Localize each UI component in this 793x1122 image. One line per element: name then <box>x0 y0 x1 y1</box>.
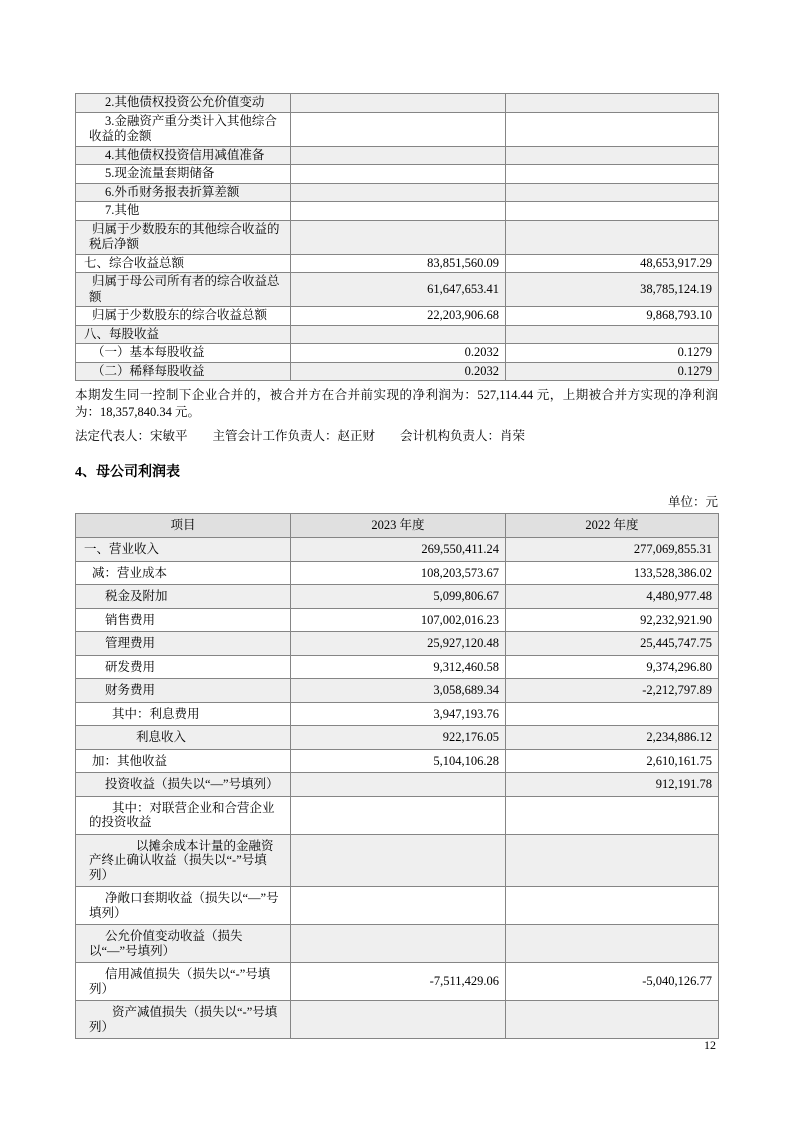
row-label: 研发费用 <box>76 655 291 679</box>
value-2022: -5,040,126.77 <box>506 963 719 1001</box>
merger-note: 本期发生同一控制下企业合并的，被合并方在合并前实现的净利润为：527,114.44 元，上期被合并方实现的净利润为：18,357,840.34 元。 <box>75 388 718 419</box>
table-row <box>76 538 719 562</box>
table-row <box>76 307 719 326</box>
value-2023: 83,851,560.09 <box>291 254 506 273</box>
row-label: （二）稀释每股收益 <box>76 362 291 381</box>
value-2023 <box>291 925 506 963</box>
value-2023: 5,099,806.67 <box>291 585 506 609</box>
signature-line: 法定代表人：宋敏平 主管会计工作负责人：赵正财 会计机构负责人：肖荣 <box>75 429 526 443</box>
value-2022: 912,191.78 <box>506 773 719 797</box>
row-label: 利息收入 <box>76 726 291 750</box>
value-2022: 9,868,793.10 <box>506 307 719 326</box>
value-2022 <box>506 834 719 887</box>
value-2022: 92,232,921.90 <box>506 608 719 632</box>
value-2023: 0.2032 <box>291 344 506 363</box>
table-row <box>76 608 719 632</box>
value-2023: 108,203,573.67 <box>291 561 506 585</box>
table-row <box>76 202 719 221</box>
value-2023: 922,176.05 <box>291 726 506 750</box>
table-row <box>76 887 719 925</box>
value-2023: 107,002,016.23 <box>291 608 506 632</box>
value-2022: 4,480,977.48 <box>506 585 719 609</box>
table-row <box>76 254 719 273</box>
table-row <box>76 325 719 344</box>
value-2022 <box>506 112 719 146</box>
table-row <box>76 344 719 363</box>
section-title: 4、母公司利润表 <box>75 465 180 480</box>
value-2022 <box>506 94 719 113</box>
value-2023 <box>291 887 506 925</box>
row-label: 7.其他 <box>76 202 291 221</box>
header-item: 项目 <box>76 514 291 538</box>
row-label: 3.金融资产重分类计入其他综合收益的金额 <box>76 112 291 146</box>
value-2022 <box>506 887 719 925</box>
value-2023 <box>291 165 506 184</box>
value-2022: 9,374,296.80 <box>506 655 719 679</box>
table-row <box>76 726 719 750</box>
row-label: （一）基本每股收益 <box>76 344 291 363</box>
row-label: 管理费用 <box>76 632 291 656</box>
page-content <box>75 93 718 1039</box>
value-2022: -2,212,797.89 <box>506 679 719 703</box>
value-2023 <box>291 1001 506 1039</box>
value-2023: 3,058,689.34 <box>291 679 506 703</box>
row-label: 减：营业成本 <box>76 561 291 585</box>
table-row <box>76 679 719 703</box>
table-row <box>76 963 719 1001</box>
table-row <box>76 112 719 146</box>
value-2023: 25,927,120.48 <box>291 632 506 656</box>
table-row <box>76 702 719 726</box>
row-label: 归属于少数股东的其他综合收益的税后净额 <box>76 220 291 254</box>
value-2023: 61,647,653.41 <box>291 273 506 307</box>
value-2022: 0.1279 <box>506 362 719 381</box>
value-2023: -7,511,429.06 <box>291 963 506 1001</box>
table-row <box>76 220 719 254</box>
row-label: 八、每股收益 <box>76 325 291 344</box>
value-2023: 0.2032 <box>291 362 506 381</box>
value-2023 <box>291 94 506 113</box>
value-2022: 38,785,124.19 <box>506 273 719 307</box>
row-label: 财务费用 <box>76 679 291 703</box>
table-row <box>76 834 719 887</box>
parent-company-income-table <box>75 513 719 1039</box>
value-2023: 269,550,411.24 <box>291 538 506 562</box>
value-2023: 9,312,460.58 <box>291 655 506 679</box>
value-2023: 22,203,906.68 <box>291 307 506 326</box>
table-row <box>76 362 719 381</box>
value-2022 <box>506 220 719 254</box>
value-2022: 0.1279 <box>506 344 719 363</box>
value-2022: 133,528,386.02 <box>506 561 719 585</box>
table-row <box>76 585 719 609</box>
value-2023 <box>291 834 506 887</box>
value-2022 <box>506 183 719 202</box>
value-2023 <box>291 325 506 344</box>
value-2022 <box>506 165 719 184</box>
row-label: 净敞口套期收益（损失以“—”号填列） <box>76 887 291 925</box>
value-2023 <box>291 796 506 834</box>
table-row <box>76 146 719 165</box>
value-2023 <box>291 146 506 165</box>
unit-label: 单位：元 <box>667 495 718 509</box>
row-label: 4.其他债权投资信用减值准备 <box>76 146 291 165</box>
row-label: 其中：利息费用 <box>76 702 291 726</box>
row-label: 归属于少数股东的综合收益总额 <box>76 307 291 326</box>
value-2022 <box>506 202 719 221</box>
table-row <box>76 273 719 307</box>
row-label: 公允价值变动收益（损失以“—”号填列） <box>76 925 291 963</box>
row-label: 其中：对联营企业和合营企业的投资收益 <box>76 796 291 834</box>
table-row <box>76 796 719 834</box>
header-2022: 2022 年度 <box>506 514 719 538</box>
value-2022 <box>506 1001 719 1039</box>
value-2022: 2,234,886.12 <box>506 726 719 750</box>
value-2022: 2,610,161.75 <box>506 749 719 773</box>
row-label: 信用减值损失（损失以“-”号填列） <box>76 963 291 1001</box>
value-2022 <box>506 702 719 726</box>
value-2022: 48,653,917.29 <box>506 254 719 273</box>
value-2022 <box>506 146 719 165</box>
table-row <box>76 632 719 656</box>
row-label: 归属于母公司所有者的综合收益总额 <box>76 273 291 307</box>
row-label: 一、营业收入 <box>76 538 291 562</box>
page-number: 12 <box>704 1038 716 1052</box>
table-row <box>76 183 719 202</box>
table-header-row <box>76 514 719 538</box>
value-2022: 25,445,747.75 <box>506 632 719 656</box>
header-2023: 2023 年度 <box>291 514 506 538</box>
row-label: 投资收益（损失以“—”号填列） <box>76 773 291 797</box>
table-row <box>76 561 719 585</box>
value-2022 <box>506 796 719 834</box>
value-2022: 277,069,855.31 <box>506 538 719 562</box>
row-label: 税金及附加 <box>76 585 291 609</box>
comprehensive-income-table <box>75 93 719 381</box>
row-label: 2.其他债权投资公允价值变动 <box>76 94 291 113</box>
row-label: 销售费用 <box>76 608 291 632</box>
row-label: 资产减值损失（损失以“-”号填列） <box>76 1001 291 1039</box>
table-row <box>76 749 719 773</box>
row-label: 5.现金流量套期储备 <box>76 165 291 184</box>
table-row <box>76 165 719 184</box>
value-2023 <box>291 220 506 254</box>
table-row <box>76 925 719 963</box>
value-2022 <box>506 325 719 344</box>
value-2023 <box>291 202 506 221</box>
table-row <box>76 1001 719 1039</box>
value-2022 <box>506 925 719 963</box>
table-row <box>76 94 719 113</box>
row-label: 加：其他收益 <box>76 749 291 773</box>
row-label: 以摊余成本计量的金融资产终止确认收益（损失以“-”号填列） <box>76 834 291 887</box>
value-2023: 3,947,193.76 <box>291 702 506 726</box>
value-2023: 5,104,106.28 <box>291 749 506 773</box>
table-row <box>76 655 719 679</box>
row-label: 七、综合收益总额 <box>76 254 291 273</box>
row-label: 6.外币财务报表折算差额 <box>76 183 291 202</box>
table-row <box>76 773 719 797</box>
value-2023 <box>291 183 506 202</box>
value-2023 <box>291 773 506 797</box>
value-2023 <box>291 112 506 146</box>
